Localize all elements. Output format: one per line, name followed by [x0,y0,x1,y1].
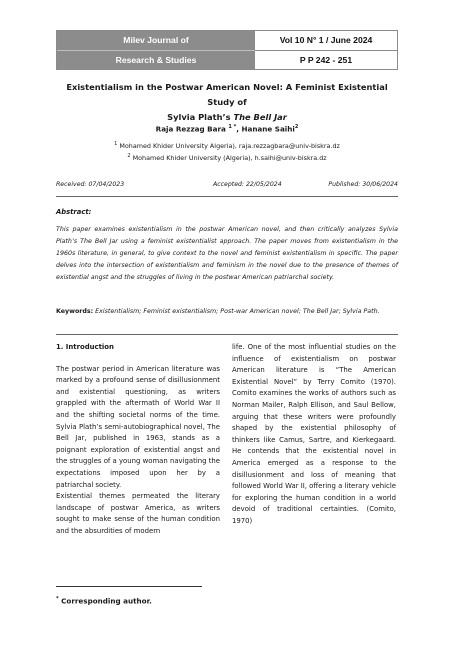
intro-paragraph-3: life. One of the most influential studies on the influence of existentialism on postwar American literature is “The American Existential Novel” by Terry Comito (1970). Comito examines the works of authors such as Norman Mailer, Ralph Ellison, and Saul Bellow, arguing that these writers were profoundly shaped by the existential philosophy of thinkers like Camus, Sartre, and Kierkegaard. He contends that the existential novel in America emerged as a response to the disillusionment and loss of meaning that followed World War II, offering a literary vehicle for exploring the human condition in a world devoid of traditional certainties. (Comito, 1970) [232,343,396,525]
abstract-text: This paper examines existentialism in the postwar American novel, and then critically analyzes Sylvia Plath’s The Bell Jar using a feminist existentialist approach. The paper moves from existentialism in the 1960s literature, in general, to give context to the novel and feminist existentialism in specific. The paper delves into the intersection of existentialism and feminism in the novel due to the presence of themes of existential angst and the struggles of living in the postwar American patriarchal society. [56,226,398,281]
title-prefix: Sylvia Plath’s [167,112,234,122]
divider-bottom [56,334,398,335]
journal-name-line2: Research & Studies [115,55,197,65]
journal-name-box [57,31,255,69]
author-2: Hanane Saihi [241,124,295,134]
author-separator: , [236,124,242,134]
published-date: Published: 30/06/2024 [328,181,398,188]
affiliation-1 [56,141,398,150]
keywords-label: Keywords: [56,308,94,315]
section-heading-introduction: 1. Introduction [56,343,114,351]
keywords [56,306,398,318]
divider-top [56,196,398,197]
author-1-marker: 1 * [228,124,237,130]
accepted-date: Accepted: 22/05/2024 [213,181,282,188]
affiliation-1-marker: 1 [114,141,118,147]
paper-title [56,80,398,125]
body-column-right [232,342,396,528]
author-2-marker: 2 [294,124,299,130]
footnote-text: Corresponding author. [58,596,152,606]
footnote [56,596,152,605]
affiliation-2-marker: 2 [127,153,131,159]
body-column-left [56,342,220,538]
journal-header [56,30,398,70]
keywords-text: Existentialism; Feminist existentialism; Post-war American novel; The Bell Jar; Sylvia Path. [93,308,380,315]
volume-label: Vol 10 N° 1 / June 2024 [255,31,397,51]
footnote-marker: * [56,596,59,602]
abstract-heading: Abstract: [56,208,92,216]
pages-label: P P 242 - 251 [299,55,353,65]
affiliation-2-text: Mohamed Khider University (Algeria), h.saihi@univ-biskra.dz [132,154,327,163]
intro-paragraph-1: The postwar period in American literature was marked by a profound sense of disillusionment and existential questioning, as writers grappled with the aftermath of World War II and the shifting societal norms of the time. Sylvia Plath’s semi-autobiographical novel, The Bell Jar, published in 1963, stands as a poignant exploration of existential angst and the struggles of a young woman navigating the expectations imposed upon her by a patriarchal society. [56,364,220,489]
issue-info-box [255,31,397,69]
footnote-divider [56,586,202,587]
intro-paragraph-2: Existential themes permeated the literary landscape of postwar America, as writers sought to make sense of the human condition and the absurdities of modern [56,492,220,535]
title-book-name: The Bell Jar [233,112,287,122]
author-1: Raja Rezzag Bara [155,124,226,134]
received-date: Received: 07/04/2023 [56,181,125,188]
journal-name-line1: Milev Journal of [57,31,255,51]
affiliation-1-text: Mohamed Khider University Algeria), raja.rezzagbara@univ-biskra.dz [119,142,340,151]
author-list [56,124,398,133]
title-line1: Existentialism in the Postwar American Novel: A Feminist Existential Study of [66,82,388,107]
affiliation-2 [56,153,398,162]
title-line2 [56,110,398,125]
